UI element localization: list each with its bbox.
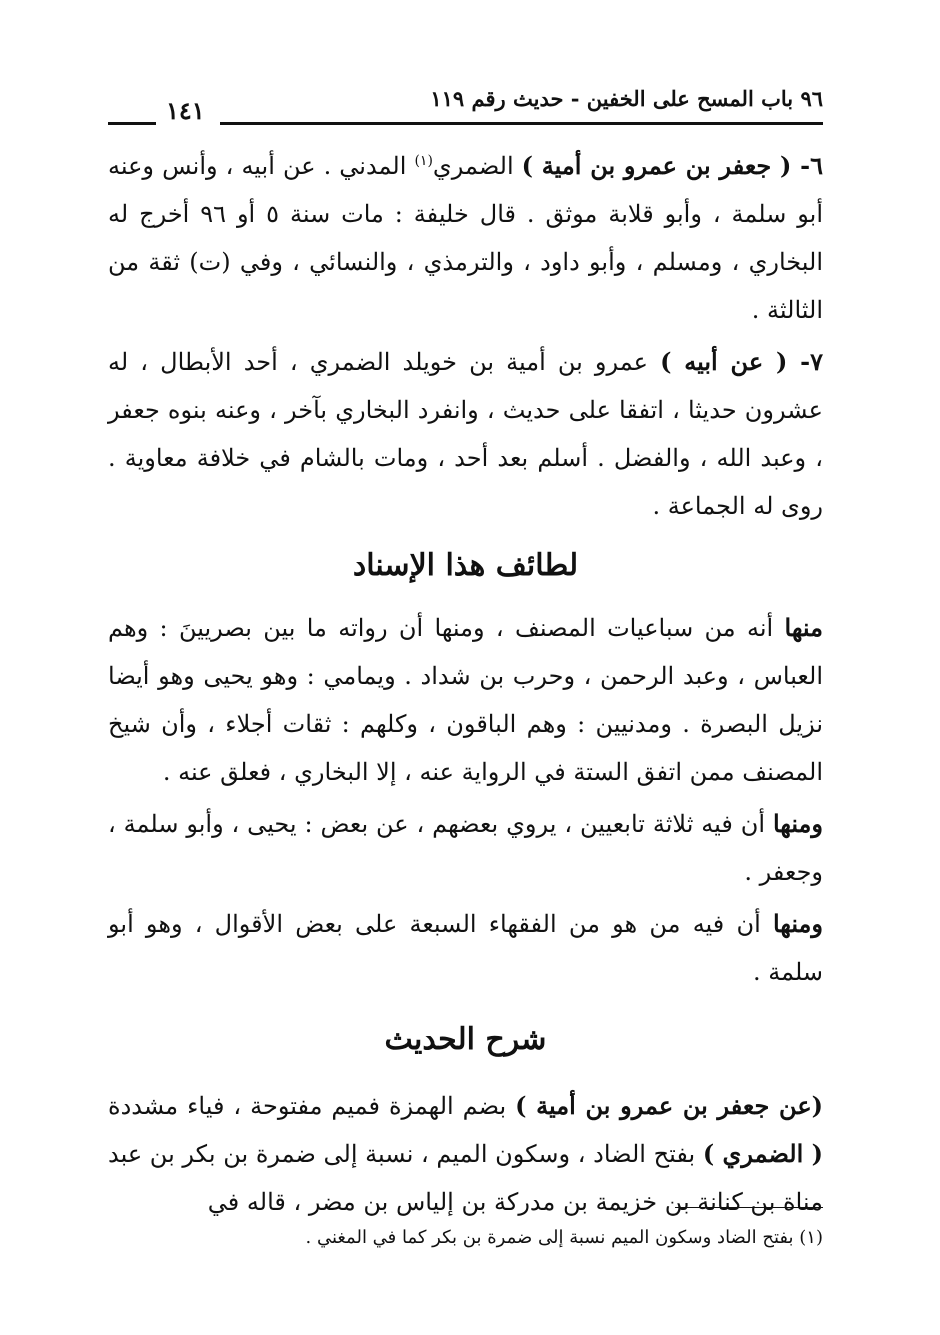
page-number: ١٤١ [166,96,205,125]
lataif-text-1: أنه من سباعيات المصنف ، ومنها أن رواته ما بين بصريينَ : وهم العباس ، وعبد الرحمن ، وحرب بن شداد . ويمامي : وهو يحيى وهو أيضا نزيل البصرة . ومدنيين : وهم الباقون ، وكلهم : ثقات أجلاء ، وأن شيخ المصنف ممن اتفق الستة في الرواية عنه ، إلا البخاري ، فعلق عنه . [108,614,823,786]
footnote-rule [675,1207,823,1208]
lataif-paragraph-2 [108,800,823,896]
narrator-7-text: عمرو بن أمية بن خويلد الضمري ، أحد الأبطال ، له عشرون حديثا ، اتفقا على حديث ، وانفرد البخاري بآخر ، وعنه بنوه جعفر ، وعبد الله ، والفضل . أسلم بعد أحد ، ومات بالشام في خلافة معاوية . روى له الجماعة . [108,348,823,520]
footnote-reference: (١) [414,153,433,169]
lataif-lead-2: ومنها [772,809,823,838]
lataif-text-2: أن فيه ثلاثة تابعيين ، يروي بعضهم ، عن بعض : يحيى ، وأبو سلمة ، وجعفر . [108,810,823,886]
narrator-6-paragraph [108,142,823,334]
narrator-6-text-b: المدني . عن أبيه ، وأنس وعنه أبو سلمة ، وأبو قلابة موثق . قال خليفة : مات سنة ٥ أو ٩٦ أخرج له البخاري ، ومسلم ، وأبو داود ، والترمذي ، والنسائي ، وفي (ت) ثقة من الثالثة . [108,152,823,324]
header-rule [220,122,823,125]
lataif-lead-1: منها [784,613,823,642]
main-text [108,142,823,1230]
sharh-name-1: (عن جعفر بن عمرو بن أمية ) [515,1091,823,1120]
sharh-text-1: بضم الهمزة فميم مفتوحة ، فياء مشددة [108,1092,516,1120]
section-heading-lataif: لطائف هذا الإسناد [352,548,579,583]
narrator-7-name: ( عن أبيه ) [660,347,788,376]
lataif-lead-3: ومنها [772,909,823,938]
page-header [108,78,823,124]
narrator-7-number: ٧- [787,347,824,376]
lataif-paragraph-3 [108,900,823,996]
footnote-text: بفتح الضاد وسكون الميم نسبة إلى ضمرة بن بكر كما في المغني . [305,1227,800,1248]
narrator-7-paragraph [108,338,823,530]
running-head: ٩٦ باب المسح على الخفين - حديث رقم ١١٩ [430,86,823,111]
narrator-6-number: ٦- [791,151,824,180]
sharh-name-2: ( الضمري ) [702,1139,823,1168]
narrator-6-name: ( جعفر بن عمرو بن أمية ) [521,151,792,180]
narrator-6-text-a: الضمري [432,152,522,180]
lataif-text-3: أن فيه من هو من الفقهاء السبعة على بعض الأقوال ، وهو أبو سلمة . [108,910,823,986]
footnote-mark: (١) [799,1227,823,1248]
lataif-paragraph-1 [108,604,823,796]
header-rule-short [108,122,156,125]
sharh-paragraph-1 [108,1082,823,1226]
section-heading-sharh: شرح الحديث [384,1022,547,1057]
sharh-text-2: بفتح الضاد ، وسكون الميم ، نسبة إلى ضمرة بن بكر بن عبد مناة بن كنانة بن خزيمة بن مدركة بن إلياس بن مضر ، قاله في [108,1140,823,1216]
footnote [108,1224,823,1252]
